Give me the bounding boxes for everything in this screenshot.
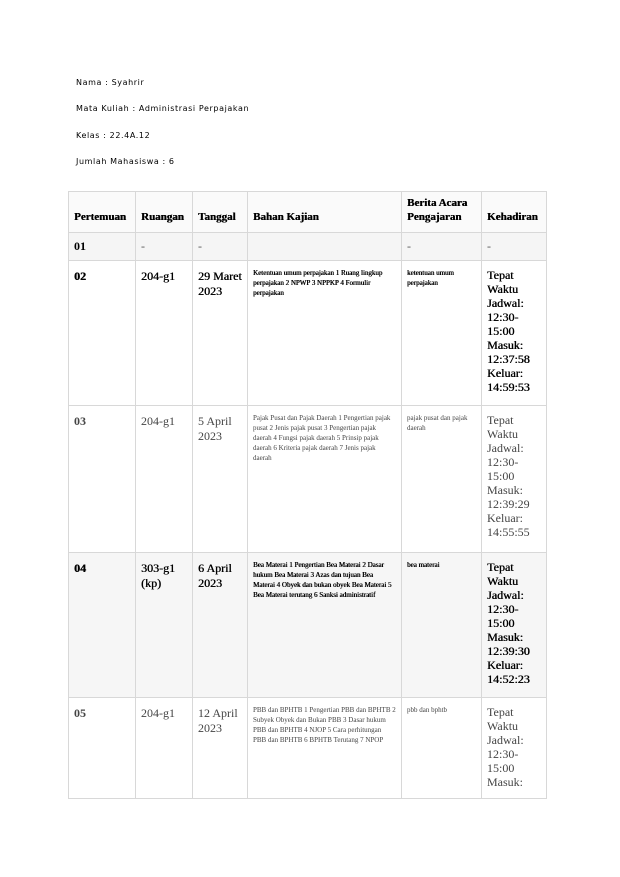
col-header-tanggal: Tanggal xyxy=(193,192,248,233)
student-name: Nama : Syahrir xyxy=(76,78,145,87)
attendance-checkin: Masuk: xyxy=(487,775,523,789)
cell-pertemuan: 04 xyxy=(69,553,136,698)
attendance-schedule: Jadwal: 12:30-15:00 xyxy=(487,296,524,338)
attendance-schedule: Jadwal: 12:30-15:00 xyxy=(487,588,524,630)
attendance-status: Tepat Waktu xyxy=(487,705,519,733)
attendance-checkout: Keluar: 14:55:55 xyxy=(487,511,530,539)
col-header-pertemuan: Pertemuan xyxy=(69,192,136,233)
cell-berita-acara: ketentuan umum perpajakan xyxy=(402,261,482,406)
cell-ruangan: 204-g1 xyxy=(136,261,193,406)
col-header-ruangan: Ruangan xyxy=(136,192,193,233)
cell-ruangan: - xyxy=(136,233,193,261)
cell-berita-acara: bea materai xyxy=(402,553,482,698)
attendance-status: Tepat Waktu xyxy=(487,560,519,588)
cell-bahan-kajian: Bea Materai 1 Pengertian Bea Materai 2 Dasar hukum Bea Materai 3 Azas dan tujuan Bea Materai 4 Obyek dan bukan obyek Bea Materai 5 Bea Materai terutang 6 Sanksi administratif xyxy=(248,553,402,698)
cell-bahan-kajian: PBB dan BPHTB 1 Pengertian PBB dan BPHTB 2 Subyek Obyek dan Bukan PBB 3 Dasar hukum PBB dan BPHTB 4 NJOP 5 Cara perhitungan PBB dan BPHTB 6 BPHTB Terutang 7 NPOP xyxy=(248,698,402,799)
cell-tanggal: 6 April 2023 xyxy=(193,553,248,698)
cell-ruangan: 303-g1 (kp) xyxy=(136,553,193,698)
attendance-checkout: Keluar: 14:59:53 xyxy=(487,366,530,394)
cell-tanggal: - xyxy=(193,233,248,261)
col-header-bahan-kajian: Bahan Kajian xyxy=(248,192,402,233)
cell-tanggal: 12 April 2023 xyxy=(193,698,248,799)
cell-kehadiran: - xyxy=(482,233,547,261)
cell-berita-acara: - xyxy=(402,233,482,261)
student-count: Jumlah Mahasiswa : 6 xyxy=(76,157,175,166)
attendance-checkin: Masuk: 12:39:30 xyxy=(487,630,530,658)
table-row xyxy=(69,406,547,553)
cell-kehadiran xyxy=(482,698,547,799)
cell-ruangan: 204-g1 xyxy=(136,406,193,553)
attendance-schedule: Jadwal: 12:30-15:00 xyxy=(487,441,524,483)
cell-pertemuan: 05 xyxy=(69,698,136,799)
attendance-schedule: Jadwal: 12:30-15:00 xyxy=(487,733,524,775)
cell-pertemuan: 01 xyxy=(69,233,136,261)
cell-tanggal: 29 Maret 2023 xyxy=(193,261,248,406)
cell-ruangan: 204-g1 xyxy=(136,698,193,799)
attendance-status: Tepat Waktu xyxy=(487,413,519,441)
attendance-checkin: Masuk: 12:37:58 xyxy=(487,338,530,366)
attendance-status: Tepat Waktu xyxy=(487,268,519,296)
cell-tanggal: 5 April 2023 xyxy=(193,406,248,553)
table-row xyxy=(69,553,547,698)
attendance-table xyxy=(68,191,547,799)
attendance-checkin: Masuk: 12:39:29 xyxy=(487,483,530,511)
table-row xyxy=(69,698,547,799)
cell-pertemuan: 03 xyxy=(69,406,136,553)
cell-pertemuan: 02 xyxy=(69,261,136,406)
col-header-berita-acara: Berita Acara Pengajaran xyxy=(402,192,482,233)
cell-kehadiran xyxy=(482,553,547,698)
course-name: Mata Kuliah : Administrasi Perpajakan xyxy=(76,104,250,113)
cell-berita-acara: pbb dan bphtb xyxy=(402,698,482,799)
table-header-row xyxy=(69,192,547,233)
cell-bahan-kajian: Pajak Pusat dan Pajak Daerah 1 Pengertian pajak pusat 2 Jenis pajak pusat 3 Pengertian pajak daerah 4 Fungsi pajak daerah 5 Prinsip pajak daerah 6 Kriteria pajak daerah 7 Jenis pajak daerah xyxy=(248,406,402,553)
class-code: Kelas : 22.4A.12 xyxy=(76,131,151,140)
cell-kehadiran xyxy=(482,406,547,553)
attendance-checkout: Keluar: 14:52:23 xyxy=(487,658,530,686)
cell-kehadiran xyxy=(482,261,547,406)
cell-bahan-kajian xyxy=(248,233,402,261)
cell-berita-acara: pajak pusat dan pajak daerah xyxy=(402,406,482,553)
table-row xyxy=(69,261,547,406)
table-row xyxy=(69,233,547,261)
cell-bahan-kajian: Ketentuan umum perpajakan 1 Ruang lingkup perpajakan 2 NPWP 3 NPPKP 4 Formulir perpajakan xyxy=(248,261,402,406)
col-header-kehadiran: Kehadiran xyxy=(482,192,547,233)
